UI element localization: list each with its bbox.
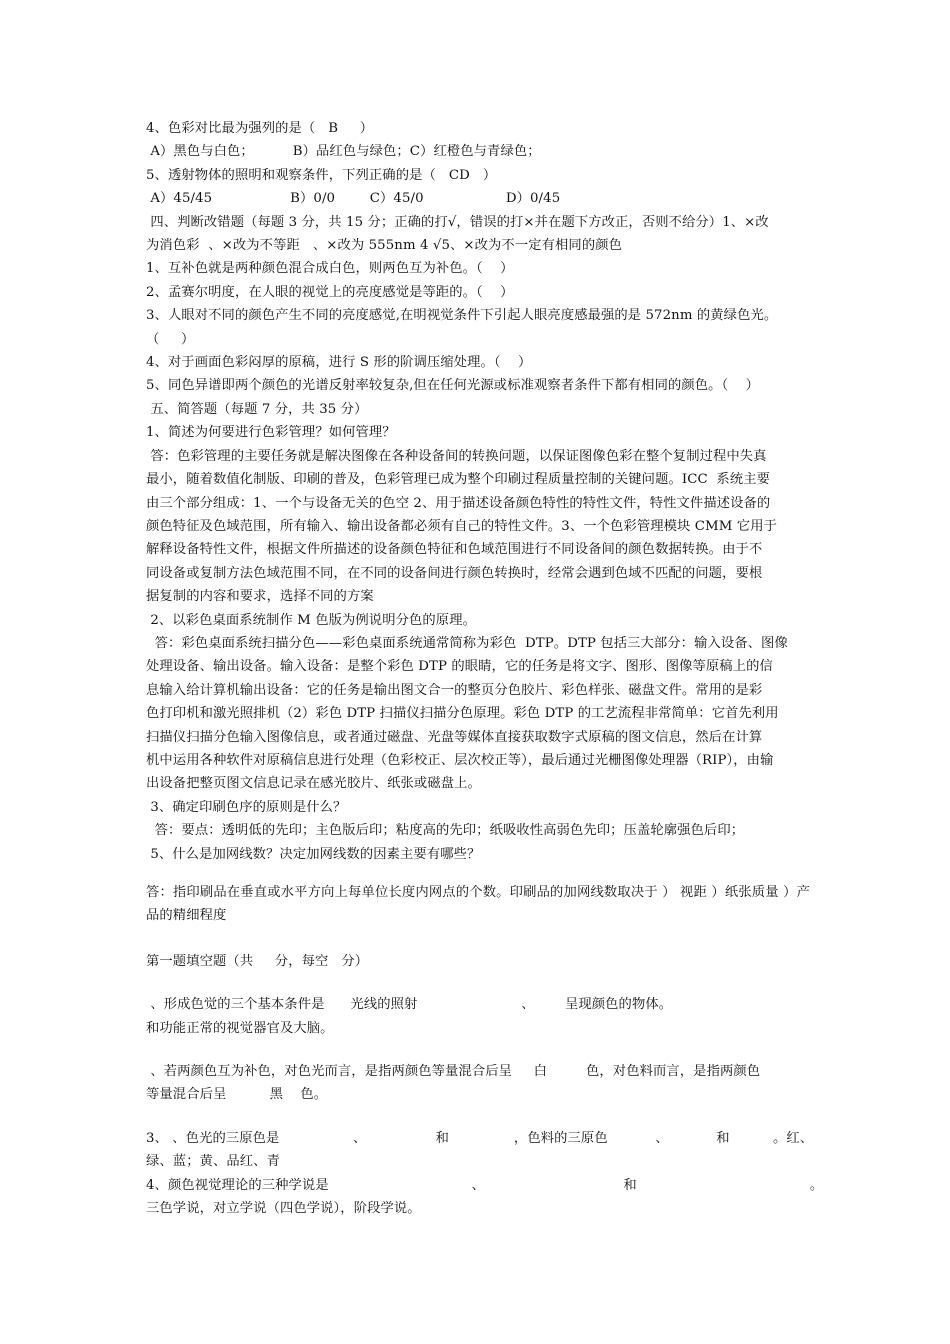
answer-line: 答：要点：透明低的先印；主色版后印；粘度高的先印；纸吸收性高弱色先印；压盖轮廓强色后印； (146, 823, 745, 839)
fill-blank-line: 、若两颜色互为补色，对色光而言，是指两颜色等量混合后呈 白 色，对色料而言，是指两颜色 (146, 1064, 761, 1080)
fill-blank-line: 三色学说，对立学说（四色学说），阶段学说。 (146, 1201, 421, 1217)
question-line: 4、对于画面色彩闷厚的原稿，进行 S 形的阶调压缩处理。（ ） (146, 355, 532, 371)
question-line: 为消色彩 、×改为不等距 、×改为 555nm 4 √5、×改为不一定有相同的颜色 (146, 238, 623, 254)
answer-line: 颜色特征及色域范围，所有输入、输出设备都必须有自己的特性文件。3、一个色彩管理模块 CMM 它用于 (146, 518, 777, 534)
answer-line: 出设备把整页图文信息记录在感光胶片、纸张或磁盘上。 (146, 776, 481, 792)
question-line: 5、透射物体的照明和观察条件，下列正确的是（ CD ） (146, 167, 497, 183)
question-line: A）黑色与白色； B）品红色与绿色；C）红橙色与青绿色； (146, 144, 541, 160)
answer-line: 答：色彩管理的主要任务就是解决图像在各种设备间的转换问题，以保证图像色彩在整个复制过程中失真 (146, 448, 767, 464)
answer-line: 机中运用各种软件对原稿信息进行处理（色彩校正、层次校正等），最后通过光栅图像处理器（RIP），由输 (146, 752, 774, 768)
answer-line: 答：彩色桌面系统扫描分色——彩色桌面系统通常简称为彩色 DTP。DTP 包括三大部分：输入设备、图像 (146, 635, 788, 651)
answer-line: 同设备或复制方法色域范围不同，在不同的设备间进行颜色转换时，经常会遇到色域不匹配的问题，要根 (146, 565, 763, 581)
fill-blank-line: 、形成色觉的三个基本条件是 光线的照射 、 呈现颜色的物体。 (146, 997, 673, 1013)
question-line: 5、同色异谱即两个颜色的光谱反射率较复杂,但在任何光源或标准观察者条件下都有相同的颜色。（ ） (146, 378, 760, 394)
document-body (146, 117, 824, 1220)
answer-paragraph: 答：指印刷品在垂直或水平方向上每单位长度内网点的个数。印刷品的加网线数取决于 ） 视距 ）纸张质量 ）产品的精细程度 (146, 885, 810, 924)
question-line: 2、以彩色桌面系统制作 M 色版为例说明分色的原理。 (146, 612, 476, 628)
fill-blank-line: 绿、蓝；黄、品红、青 (146, 1154, 280, 1170)
question-line: 1、互补色就是两种颜色混合成白色，则两色互为补色。（ ） (146, 261, 514, 277)
section-heading: 四、判断改错题（每题 3 分，共 15 分；正确的打√，错误的打×并在题下方改正，否则不给分）1、×改 (146, 214, 769, 230)
answer-line: 息输入给计算机输出设备：它的任务是输出图文合一的整页分色胶片、彩色样张、磁盘文件。常用的是彩 (146, 682, 763, 698)
fill-blank-line: 和功能正常的视觉器官及大脑。 (146, 1020, 334, 1036)
answer-line: 据复制的内容和要求，选择不同的方案 (146, 589, 374, 605)
answer-line: 处理设备、输出设备。输入设备：是整个彩色 DTP 的眼睛，它的任务是将文字、图形、图像等原稿上的信 (146, 659, 773, 675)
answer-line: 扫描仪扫描分色输入图像信息，或者通过磁盘、光盘等媒体直接获取数字式原稿的图文信息，然后在计算 (146, 729, 763, 745)
question-line: 2、孟赛尔明度，在人眼的视觉上的亮度感觉是等距的。（ ） (146, 284, 514, 300)
answer-line: 由三个部分组成：1、一个与设备无关的色空 2、用于描述设备颜色特性的特性文件，特性文件描述设备的 (146, 495, 771, 511)
question-line: A）45/45 B）0/0 C）45/0 D）0/45 (146, 191, 561, 207)
question-line: 3、确定印刷色序的原则是什么？ (146, 799, 347, 815)
fill-blank-line: 3、 、色光的三原色是 、 和 ，色料的三原色 、 和 。红、 (146, 1130, 814, 1146)
question-line: 1、简述为何要进行色彩管理？如何管理？ (146, 425, 396, 441)
question-line: 5、什么是加网线数？决定加网线数的因素主要有哪些？ (146, 846, 481, 862)
question-line: （ ） (146, 331, 195, 347)
section-title: 第一题填空题（共 分，每空 分） (146, 953, 369, 969)
question-line: 4、色彩对比最为强列的是（ B ） (146, 121, 374, 136)
answer-line: 解释设备特性文件，根据文件所描述的设备颜色特征和色域范围进行不同设备间的颜色数据转换。由于不 (146, 542, 763, 558)
section-heading: 五、简答题（每题 7 分，共 35 分） (146, 401, 368, 417)
fill-blank-line: 4、颜色视觉理论的三种学说是 、 和 。 (146, 1177, 824, 1193)
answer-line: 最小，随着数值化制版、印刷的普及，色彩管理已成为整个印刷过程质量控制的关键问题。ICC 系统主要 (146, 472, 771, 488)
answer-line: 色打印机和激光照排机（2）彩色 DTP 扫描仪扫描分色原理。彩色 DTP 的工艺流程非常简单：它首先利用 (146, 706, 779, 722)
fill-blank-line: 等量混合后呈 黑 色。 (146, 1087, 328, 1103)
question-line: 3、人眼对不同的颜色产生不同的亮度感觉,在明视觉条件下引起人眼亮度感最强的是 572nm 的黄绿色光。 (146, 308, 778, 324)
